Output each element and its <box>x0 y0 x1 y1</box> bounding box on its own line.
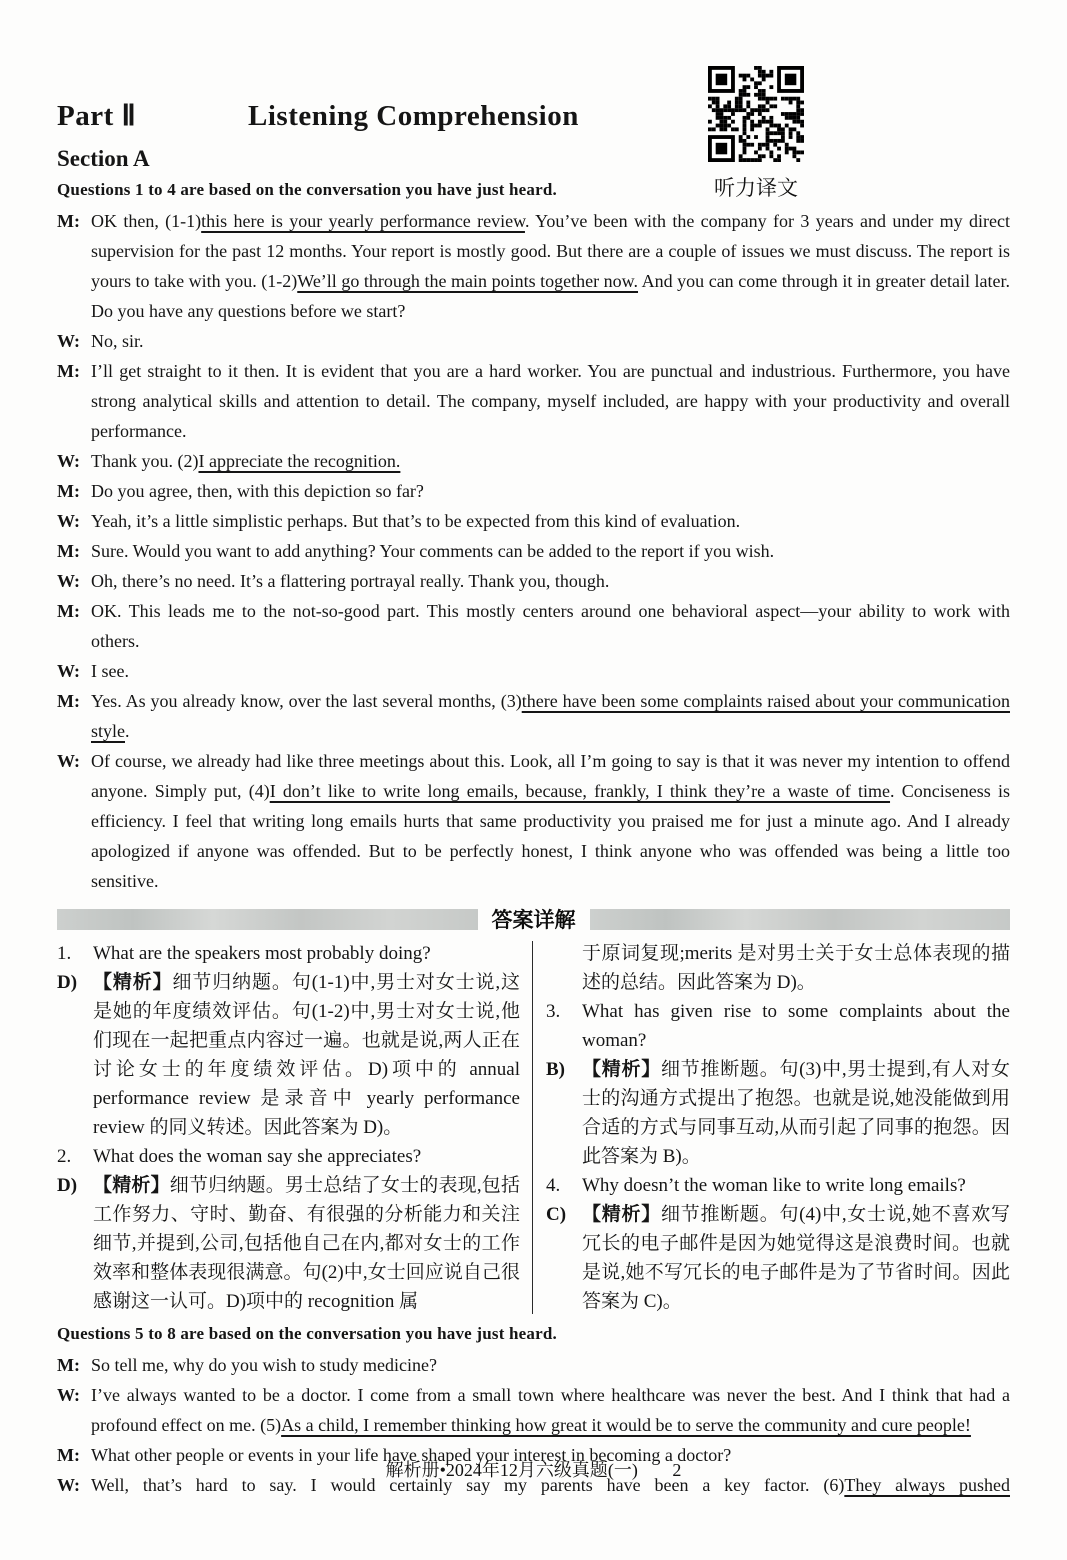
speaker-label: M: <box>57 691 80 711</box>
dialogue-turn <box>57 356 1010 446</box>
dialogue-turn <box>57 566 1010 596</box>
dialogue-text: Do you agree, then, with this depiction so far? <box>91 481 424 501</box>
answer-banner <box>57 906 1010 932</box>
speaker-label: M: <box>57 211 80 231</box>
speaker-label: W: <box>57 661 81 681</box>
underlined-phrase: there have been some complaints raised about your communication style <box>91 691 1010 741</box>
analysis-item <box>546 1055 1010 1171</box>
dialogue-text: OK. This leads me to the not-so-good part. This mostly centers around one behavioral aspect—your ability to work with others. <box>91 601 1010 651</box>
underlined-phrase: They always pushed <box>844 1475 1010 1495</box>
dialogue-text: And you can come through it in greater detail later. Do you have any questions before we start? <box>91 271 1010 321</box>
conversation2-intro: Questions 5 to 8 are based on the conversation you have just heard. <box>57 1324 557 1343</box>
analysis-tag: 【精析】 <box>93 972 173 993</box>
analysis-text: 细节归纳题。句(1-1)中,男士对女士说,这是她的年度绩效评估。句(1-2)中,男士对女士说,他们现在一起把重点内容过一遍。也就是说,两人正在讨论女士的年度绩效评估。D)项中的 annual performance review 是录音中 yearly performance review 的同义转述。因此答案为 D)。 <box>93 972 520 1138</box>
dialogue-text: . You’ve been with the company for 3 years and under my direct supervision for the past 12 months. Your report is mostly good. But there are a couple of issues we must discuss. The report is yours to take with you. (1-2) <box>91 211 1010 291</box>
dialogue-text: Oh, there’s no need. It’s a flattering portrayal really. Thank you, though. <box>91 571 610 591</box>
question-item <box>546 997 1010 1055</box>
speaker-label: W: <box>57 751 81 771</box>
question-text: Why doesn’t the woman like to write long emails? <box>582 1175 966 1196</box>
analysis-text: 细节推断题。句(3)中,男士提到,有人对女士的沟通方式提出了抱怨。也就是说,她没能做到用合适的方式与同事互动,从而引起了同事的抱怨。因此答案为 B)。 <box>582 1059 1010 1167</box>
dialogue-turn <box>57 656 1010 686</box>
banner-texture-right <box>590 909 1011 930</box>
question-number: 3. <box>546 1001 561 1022</box>
section-label: Section A <box>57 146 150 171</box>
analysis-item <box>546 1200 1010 1316</box>
answer-letter: D) <box>57 1175 78 1196</box>
banner-texture-left <box>57 909 478 930</box>
dialogue-text: OK then, (1-1) <box>91 211 202 231</box>
speaker-label: W: <box>57 1385 81 1405</box>
part-label: Part Ⅱ <box>57 100 137 132</box>
question-text: What does the woman say she appreciates? <box>93 1146 422 1167</box>
dialogue-text: I see. <box>91 661 129 681</box>
underlined-phrase: I appreciate the recognition. <box>198 451 401 471</box>
dialogue-text: Sure. Would you want to add anything? Your comments can be added to the report if you wish. <box>91 541 775 561</box>
part-heading <box>57 98 1010 133</box>
underlined-phrase: We’ll go through the main points together now. <box>297 271 639 291</box>
dialogue-text: I’ve always wanted to be a doctor. I come from a small town where healthcare was never the best. And I think that had a profound effect on me. (5) <box>91 1385 1010 1435</box>
dialogue-turn <box>57 1350 1010 1380</box>
speaker-label: M: <box>57 541 80 561</box>
analysis-item <box>57 1171 520 1316</box>
question-text: What are the speakers most probably doing? <box>93 943 431 964</box>
question-item <box>546 1171 1010 1200</box>
dialogue-text: No, sir. <box>91 331 144 351</box>
analysis-text: 细节推断题。句(4)中,女士说,她不喜欢写冗长的电子邮件是因为她觉得这是浪费时间。也就是说,她不写冗长的电子邮件是为了节省时间。因此答案为 C)。 <box>582 1204 1010 1312</box>
question-number: 1. <box>57 943 72 964</box>
dialogue-turn <box>57 686 1010 746</box>
answer-letter: B) <box>546 1059 565 1080</box>
dialogue-turn <box>57 476 1010 506</box>
analysis-tag: 【精析】 <box>582 1204 661 1225</box>
answer-letter: C) <box>546 1204 567 1225</box>
part-title: Listening Comprehension <box>248 100 579 132</box>
qr-code-icon <box>708 66 804 162</box>
dialogue-text: Of course, we already had like three meetings about this. Look, all I’m going to say is that it was never my intention to offend anyone. Simply put, (4) <box>91 751 1010 801</box>
qr-caption: 听力译文 <box>714 177 798 200</box>
speaker-label: W: <box>57 571 81 591</box>
answers-right-column <box>546 939 1010 1316</box>
answer-section <box>57 939 1010 1316</box>
dialogue-text: Well, that’s hard to say. I would certainly say my parents have been a key factor. (6) <box>91 1475 845 1495</box>
analysis-continuation <box>546 939 1010 997</box>
answer-banner-title: 答案详解 <box>491 909 576 932</box>
footer-text: 解析册•2024年12月六级真题(一) <box>385 1460 638 1480</box>
answers-left-column <box>57 939 520 1316</box>
dialogue-text: Yes. As you already know, over the last several months, (3) <box>91 691 522 711</box>
page-number: 2 <box>672 1460 682 1480</box>
dialogue-turn <box>57 596 1010 656</box>
dialogue-text: . <box>125 721 130 741</box>
dialogue-text: . Conciseness is efficiency. I feel that writing long emails hurts that same productivity you praised me for just a minute ago. And I already apologized if anyone was offended. But to be perfectly honest, I think anyone who was offended was being a little too sensitive. <box>91 781 1010 891</box>
speaker-label: M: <box>57 361 80 381</box>
answer-letter: D) <box>57 972 78 993</box>
dialogue-text: I’ll get straight to it then. It is evident that you are a hard worker. You are punctual and industrious. Furthermore, you have strong analytical skills and attention to detail. The company, myself included, are happy with your productivity and overall performance. <box>91 361 1010 441</box>
dialogue-turn <box>57 206 1010 326</box>
dialogue-text: Yeah, it’s a little simplistic perhaps. But that’s to be expected from this kind of evaluation. <box>91 511 741 531</box>
underlined-phrase: As a child, I remember thinking how great it would be to serve the community and cure people! <box>281 1415 971 1435</box>
dialogue-text: What other people or events in your life have shaped your interest in becoming a doctor? <box>91 1445 732 1465</box>
speaker-label: M: <box>57 601 80 621</box>
column-divider <box>532 941 533 1314</box>
conversation1-intro: Questions 1 to 4 are based on the conversation you have just heard. <box>57 180 557 199</box>
speaker-label: W: <box>57 451 81 471</box>
analysis-text: 于原词复现;merits 是对男士关于女士总体表现的描述的总结。因此答案为 D)。 <box>582 943 1010 993</box>
speaker-label: W: <box>57 1475 81 1495</box>
dialogue-turn <box>57 506 1010 536</box>
question-text: What has given rise to some complaints about the woman? <box>582 1001 1010 1051</box>
dialogue-turn <box>57 1380 1010 1440</box>
dialogue-turn <box>57 746 1010 896</box>
dialogue-turn <box>57 446 1010 476</box>
speaker-label: M: <box>57 481 80 501</box>
dialogue-text: Thank you. (2) <box>91 451 199 471</box>
analysis-text: 细节归纳题。男士总结了女士的表现,包括工作努力、守时、勤奋、有很强的分析能力和关注细节,并提到,公司,包括他自己在内,都对女士的工作效率和整体表现很满意。句(2)中,女士回应说自己很感谢这一认可。D)项中的 recognition 属 <box>93 1175 520 1312</box>
speaker-label: M: <box>57 1445 80 1465</box>
speaker-label: W: <box>57 331 81 351</box>
underlined-phrase: I don’t like to write long emails, because, frankly, I think they’re a waste of time <box>269 781 891 801</box>
speaker-label: M: <box>57 1355 80 1375</box>
underlined-phrase: this here is your yearly performance review <box>201 211 525 231</box>
question-item <box>57 1142 520 1171</box>
question-number: 2. <box>57 1146 72 1167</box>
analysis-tag: 【精析】 <box>93 1175 170 1196</box>
question-item <box>57 939 520 968</box>
qr-block <box>708 66 804 202</box>
speaker-label: W: <box>57 511 81 531</box>
dialogue-turn <box>57 326 1010 356</box>
analysis-tag: 【精析】 <box>582 1059 661 1080</box>
page-footer <box>0 1456 1067 1482</box>
conversation1-dialogue <box>57 206 1010 896</box>
question-number: 4. <box>546 1175 561 1196</box>
analysis-item <box>57 968 520 1142</box>
dialogue-turn <box>57 536 1010 566</box>
dialogue-text: So tell me, why do you wish to study medicine? <box>91 1355 437 1375</box>
